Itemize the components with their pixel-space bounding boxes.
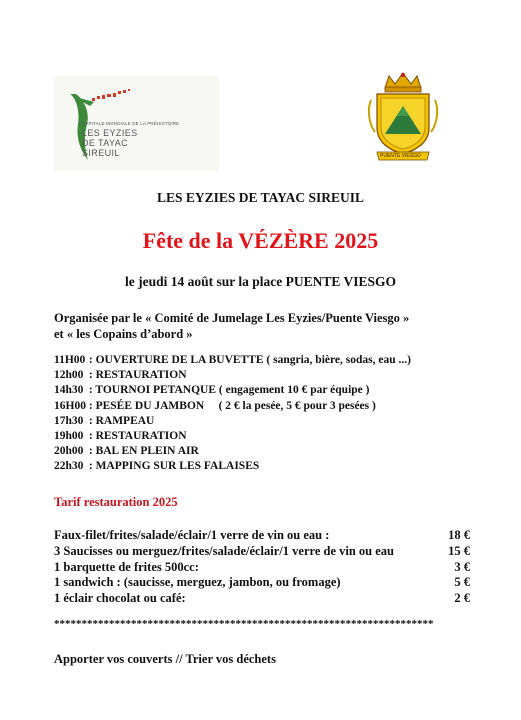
schedule-time: 19h00 <box>54 430 84 443</box>
price-item-label: Faux-filet/frites/salade/éclair/1 verre de vin ou eau : <box>54 528 330 542</box>
schedule-time: 17h30 <box>54 414 84 427</box>
price-value: 18 € <box>448 528 470 542</box>
footer-note: Apporter vos couverts // Trier vos déchets <box>54 652 276 666</box>
price-row <box>54 544 470 560</box>
logo-line-3: SIREUIL <box>82 148 120 158</box>
organizers-block <box>54 310 474 342</box>
schedule-time: 22h30 <box>54 460 84 473</box>
schedule-time: 12h00 <box>54 369 84 382</box>
organizers-line-2: et « les Copains d’abord » <box>54 327 193 341</box>
event-title: Fête de la VÉZÈRE 2025 <box>142 228 379 253</box>
price-value: 3 € <box>454 559 470 574</box>
schedule-activity: : RAMPEAU <box>88 414 155 427</box>
price-value: 15 € <box>448 543 470 558</box>
schedule-item <box>54 383 411 398</box>
schedule-time: 11H00 <box>54 354 86 366</box>
schedule-time: 16H00 <box>54 399 86 412</box>
schedule-item <box>54 368 411 383</box>
price-list <box>54 528 470 607</box>
price-value: 5 € <box>454 575 470 590</box>
logo-tagline: CAPITALE MONDIALE DE LA PRÉHISTOIRE <box>82 121 180 126</box>
schedule-activity: : MAPPING SUR LES FALAISES <box>88 460 260 473</box>
price-row <box>54 528 470 544</box>
puente-viesgo-crest-icon <box>363 70 443 162</box>
schedule-item <box>54 414 411 429</box>
logo-line-1: LES EYZIES <box>82 128 138 138</box>
schedule-item <box>54 399 411 414</box>
crest-banner-text: PUENTE VIESGO <box>380 153 421 159</box>
event-date-line: le jeudi 14 août sur la place PUENTE VIESGO <box>124 274 397 289</box>
schedule-item <box>54 444 411 459</box>
schedule-activity: : RESTAURATION <box>88 369 187 382</box>
schedule-activity: : PESÉE DU JAMBON ( 2 € la pesée, 5 € pour 3 pesées ) <box>88 399 376 412</box>
price-item-label: 1 sandwich : (saucisse, merguez, jambon, ou fromage) <box>54 575 341 590</box>
price-row <box>54 575 470 591</box>
price-item-label: 3 Saucisses ou merguez/frites/salade/éclair/1 verre de vin ou eau <box>54 543 394 558</box>
schedule-time: 14h30 <box>54 384 84 397</box>
price-row <box>54 591 470 607</box>
price-value: 2 € <box>454 591 470 606</box>
schedule-item <box>54 459 411 474</box>
schedule-time: 20h00 <box>54 445 84 458</box>
price-item-label: 1 barquette de frites 500cc: <box>54 559 199 574</box>
schedule-activity: : BAL EN PLEIN AIR <box>88 445 199 458</box>
schedule-item <box>54 353 411 368</box>
schedule-item <box>54 429 411 444</box>
logo-line-2: DE TAYAC <box>82 138 129 148</box>
tarif-heading: Tarif restauration 2025 <box>54 495 178 509</box>
price-row <box>54 560 470 576</box>
schedule-activity: : OUVERTURE DE LA BUVETTE ( sangria, bière, sodas, eau ...) <box>88 354 411 366</box>
town-heading: LES EYZIES DE TAYAC SIREUIL <box>156 190 365 205</box>
separator-line: ********************************************************************* <box>54 618 434 630</box>
schedule-activity: : RESTAURATION <box>88 430 187 443</box>
price-item-label: 1 éclair chocolat ou café: <box>54 591 186 606</box>
organizers-line-1: Organisée par le « Comité de Jumelage Les Eyzies/Puente Viesgo » <box>54 311 410 325</box>
schedule-activity: : TOURNOI PETANQUE ( engagement 10 € par équipe ) <box>88 384 370 397</box>
schedule-list <box>54 353 411 475</box>
